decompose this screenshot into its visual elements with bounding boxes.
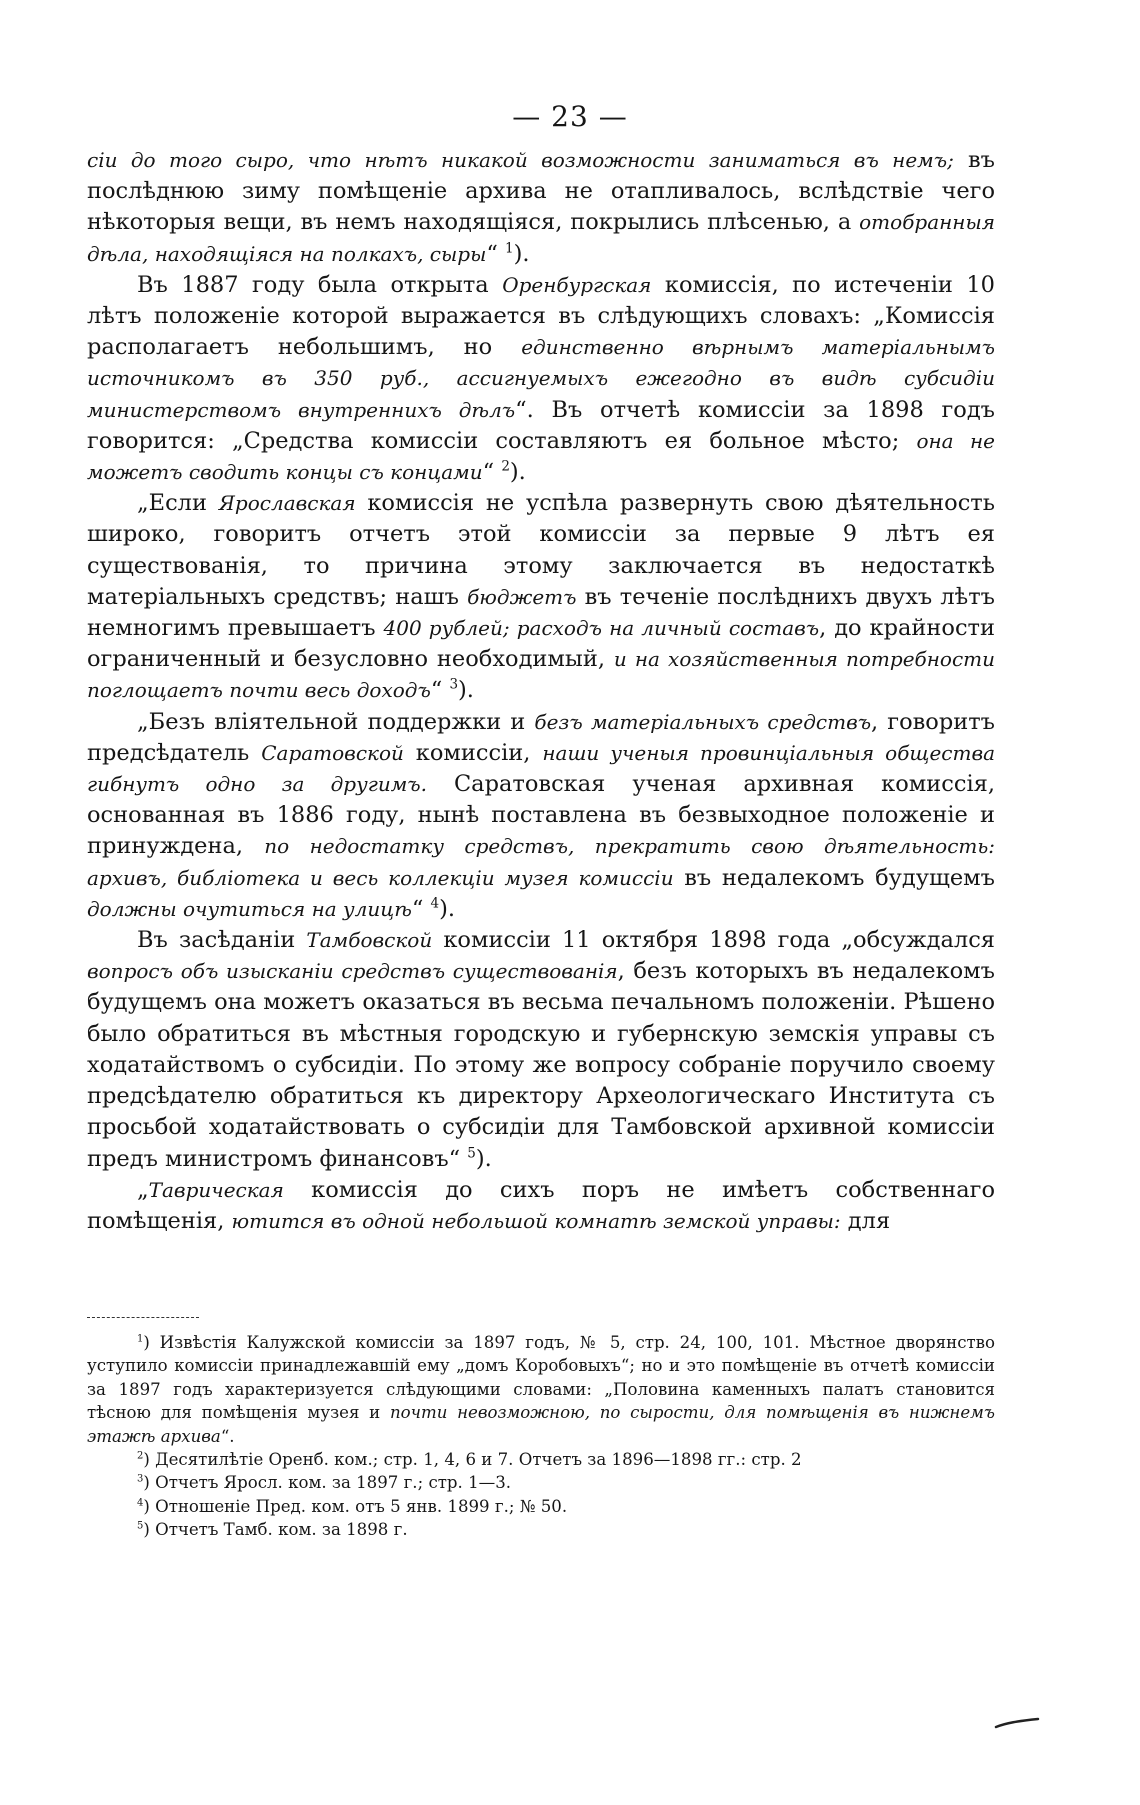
text-run: въ недалекомъ будущемъ xyxy=(673,864,995,891)
italic-text: Ярославская xyxy=(218,491,356,516)
text-run: комиссія, по истеченіи 10 лѣтъ положеніе которой выражается въ слѣдующихъ словахъ: „Комиссія располагаетъ небольшимъ, но xyxy=(87,271,995,361)
text-run: „Безъ вліятельной поддержки и xyxy=(137,708,535,735)
text-run: “ xyxy=(486,240,506,267)
footnote-mark: 5 xyxy=(137,1520,144,1532)
italic-text: Тамбовской xyxy=(306,928,433,953)
text-run: ) Десятилѣтіе Оренб. ком.; стр. 1, 4, 6 и 7. Отчетъ за 1896—1898 гг.: стр. 2 xyxy=(143,1450,802,1470)
footnote-ref: 5 xyxy=(467,1145,476,1161)
text-run: , говоритъ предсѣдатель xyxy=(87,708,996,766)
paragraph-4 xyxy=(87,707,995,925)
ink-mark xyxy=(994,1717,1040,1729)
italic-text: Таврическая xyxy=(148,1177,284,1202)
paragraph-3 xyxy=(87,488,995,706)
text-run: комиссія до сихъ поръ не имѣетъ собственнаго помѣщенія, xyxy=(87,1176,995,1234)
footnote-mark: 3 xyxy=(137,1473,144,1485)
page-number: — 23 — xyxy=(512,100,628,133)
italic-text: и на хозяйственныя потребности поглощаетъ почти весь доходъ xyxy=(87,647,996,703)
text-run: , безъ которыхъ въ недалекомъ будущемъ она можетъ оказаться въ весьма печальномъ положеніи. Рѣшено было обратиться въ мѣстныя городскую и губернскую земскія управы съ ходатайствомъ о субсидіи. По этому же вопросу собраніе поручило своему предсѣдателю обратиться къ директору Археологическаго Института съ просьбой ходатайствовать о субсидіи для Тамбовской архивной комиссіи предъ министромъ финансовъ“ xyxy=(87,958,995,1172)
footnote-3 xyxy=(87,1471,995,1494)
italic-text: безъ матеріальныхъ средствъ xyxy=(534,709,872,734)
footnote-ref: 2 xyxy=(501,458,510,475)
italic-text: бюджетъ xyxy=(467,584,577,609)
text-run: , до крайности ограниченный и безусловно необходимый, xyxy=(87,615,995,673)
footnote-mark: 2 xyxy=(137,1450,144,1462)
italic-text: единственно вѣрнымъ матеріальнымъ источникомъ въ 350 руб., ассигнуемыхъ ежегодно въ видѣ субсидіи министерствомъ внутреннихъ дѣлъ xyxy=(87,335,995,422)
italic-text: почти невозможною, по сырости, для помѣщенія въ нижнемъ этажѣ архива xyxy=(87,1403,995,1446)
footnotes xyxy=(87,1331,995,1542)
paragraph-2 xyxy=(87,270,995,488)
italic-text: ютится въ одной небольшой комнатѣ земской управы: xyxy=(231,1208,841,1233)
footnote-mark: 4 xyxy=(137,1497,144,1509)
footnote-4 xyxy=(87,1495,995,1518)
footnote-1 xyxy=(87,1331,995,1448)
italic-text: Оренбургская xyxy=(502,272,652,297)
footnote-ref: 4 xyxy=(430,895,440,912)
footnote-2 xyxy=(87,1448,995,1471)
text-run: ). xyxy=(475,1145,492,1172)
text-run: для xyxy=(840,1207,891,1234)
italic-text: она не можетъ сводить концы съ концами xyxy=(87,428,995,485)
text-run: комиссіи 11 октября 1898 года „обсуждался xyxy=(432,927,996,954)
italic-text: вопросъ объ изысканіи средствъ существованія xyxy=(87,959,618,984)
footnote-ref: 1 xyxy=(505,240,514,257)
text-run: ). xyxy=(509,459,526,486)
italic-text: сіи до того сыро, что нѣтъ никакой возможности заниматься въ немъ; xyxy=(87,148,954,172)
text-run: ). xyxy=(439,895,456,922)
text-run: „Если xyxy=(137,490,219,517)
text-run: ). xyxy=(513,240,530,267)
italic-text: по недостатку средствъ, прекратить свою дѣятельность: архивъ, библіотека и весь коллекціи музея комиссіи xyxy=(87,834,996,890)
footnote-mark: 1 xyxy=(137,1333,144,1345)
text-run: “ xyxy=(430,677,450,704)
text-run: Саратовская ученая архивная комиссія, основанная въ 1886 году, нынѣ поставлена въ безвыходное положеніе и принуждена, xyxy=(87,771,995,860)
text-run: въ послѣднюю зиму помѣщеніе архива не отапливалось, вслѣдствіе чего нѣкоторыя вещи, въ немъ находящіяся, покрылись плѣсенью, а xyxy=(87,147,995,236)
italic-text: наши ученыя провинціальныя общества гибнутъ одно за другимъ. xyxy=(87,740,996,797)
text-run: „ xyxy=(137,1176,149,1203)
text-run: ) Отчетъ Тамб. ком. за 1898 г. xyxy=(143,1520,408,1540)
italic-text: Саратовской xyxy=(261,740,404,765)
text-run: ) Отчетъ Яросл. ком. за 1897 г.; стр. 1—3. xyxy=(143,1473,512,1493)
paragraph-1 xyxy=(87,145,995,270)
footnote-ref: 3 xyxy=(449,676,459,693)
text-run: “. Въ отчетѣ комиссіи за 1898 годъ говорится: „Средства комиссіи составляютъ ея больное мѣсто; xyxy=(87,396,995,454)
text-run: “ xyxy=(482,459,502,486)
italic-text: 400 рублей; расходъ на личный составъ xyxy=(383,616,820,641)
italic-text: отобранныя дѣла, находящіяся на полкахъ, сыры xyxy=(87,210,995,266)
main-text xyxy=(87,145,995,1237)
text-run: ) Отношеніе Пред. ком. отъ 5 янв. 1899 г.; № 50. xyxy=(143,1496,568,1516)
paragraph-6 xyxy=(87,1175,995,1237)
text-run: комиссія не успѣла развернуть свою дѣятельность широко, говоритъ отчетъ этой комиссіи за первые 9 лѣтъ ея существованія, то причина этому заключается въ недостаткѣ матеріальныхъ средствъ; нашъ xyxy=(87,490,996,610)
footnote-5 xyxy=(87,1518,995,1541)
text-run: “. xyxy=(220,1426,235,1446)
text-run: ) Извѣстія Калужской комиссіи за 1897 годъ, № 5, стр. 24, 100, 101. Мѣстное дворянство уступило комиссіи принадлежавшій ему „домъ Коробовыхъ“; но и это помѣщеніе въ отчетѣ комиссіи за 1897 годъ характеризуется слѣдующими словами: „Половина каменныхъ палатъ становится тѣсною для помѣщенія музея и xyxy=(87,1333,995,1423)
text-run: въ теченіе послѣднихъ двухъ лѣтъ немногимъ превышаетъ xyxy=(87,583,995,642)
footnote-divider xyxy=(87,1317,199,1318)
text-run: “ xyxy=(411,895,431,922)
paragraph-5 xyxy=(87,925,995,1175)
text-run: ). xyxy=(458,677,474,704)
text-run: Въ 1887 году была открыта xyxy=(137,271,503,298)
italic-text: должны очутиться на улицѣ xyxy=(87,896,412,921)
text-run: Въ засѣданіи xyxy=(137,927,307,954)
text-run: комиссіи, xyxy=(403,739,543,766)
